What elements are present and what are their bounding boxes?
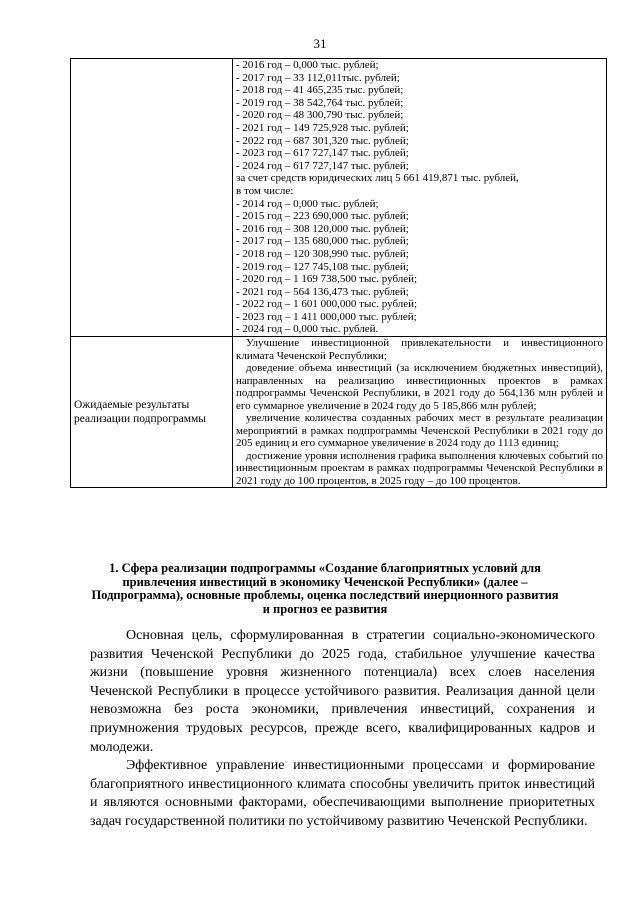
financing-line: - 2020 год – 48 300,790 тыс. рублей;	[236, 109, 404, 122]
financing-line: - 2023 год – 617 727,147 тыс. рублей;	[236, 147, 409, 160]
financing-value-cell	[233, 59, 607, 337]
financing-row	[71, 59, 607, 337]
financing-line: - 2014 год – 0,000 тыс. рублей;	[236, 197, 379, 210]
results-row	[71, 337, 607, 488]
financing-line: - 2022 год – 687 301,320 тыс. рублей;	[236, 134, 409, 147]
financing-line: - 2019 год – 127 745,108 тыс. рублей;	[236, 260, 409, 273]
result-item: Улучшение инвестиционной привлекательности и инвестиционного климата Чеченской Республики;	[236, 337, 603, 362]
subprogram-passport-table	[70, 58, 607, 488]
financing-line: за счет средств юридических лиц 5 661 419,871 тыс. рублей,	[236, 172, 519, 185]
financing-list	[236, 59, 603, 336]
result-item: доведение объема инвестиций (за исключением бюджетных инвестиций), направленных на реализацию инвестиционных проектов в рамках подпрограммы Чеченской Республики, в 2021 году до 564,136 млн рублей и его суммарное увеличение в 2024 году до 5 185,866 млн рублей;	[236, 362, 603, 412]
financing-line: - 2018 год – 120 308,990 тыс. рублей;	[236, 247, 409, 260]
financing-line: в том числе:	[236, 184, 294, 197]
financing-line: - 2016 год – 308 120,000 тыс. рублей;	[236, 222, 409, 235]
body-text	[90, 627, 595, 832]
financing-line: - 2015 год – 223 690,000 тыс. рублей;	[236, 210, 409, 223]
result-item: достижение уровня исполнения графика выполнения ключевых событий по инвестиционным проектам в рамках подпрограммы Чеченской Республики в 2021 году до 100 процентов, в 2025 году – до 100 процентов.	[236, 449, 603, 487]
financing-line: - 2021 год – 564 136,473 тыс. рублей;	[236, 285, 409, 298]
financing-line: - 2022 год – 1 601 000,000 тыс. рублей;	[236, 298, 418, 311]
financing-line: - 2021 год – 149 725,928 тыс. рублей;	[236, 121, 409, 134]
financing-line: - 2017 год – 33 112,011тыс. рублей;	[236, 71, 400, 84]
financing-line: - 2024 год – 0,000 тыс. рублей.	[236, 323, 379, 336]
financing-line: - 2020 год – 1 169 738,500 тыс. рублей;	[236, 273, 418, 286]
results-label: Ожидаемые результаты реализации подпрограммы	[71, 337, 233, 488]
section-title: 1. Сфера реализации подпрограммы «Создание благоприятных условий для привлечения инвестиций в экономику Чеченской Республики» (далее – Подпрограмма), основные проблемы, оценка последствий инерционного развития и прогноз ее развития	[91, 561, 559, 616]
financing-label-cell	[71, 59, 233, 337]
financing-line: - 2018 год – 41 465,235 тыс. рублей;	[236, 84, 404, 97]
body-paragraph: Основная цель, сформулированная в стратегии социально-экономического развития Чеченской Республики до 2025 года, стабильное улучшение качества жизни (повышение уровня жизненного потенциала) всех слоев населения Чеченской Республики в процессе устойчивого развития. Реализация данной цели невозможна без роста экономики, привлечения инвестиций, сохранения и приумножения трудовых ресурсов, прежде всего, квалифицированных кадров и молодежи.	[90, 628, 595, 755]
financing-line: - 2016 год – 0,000 тыс. рублей;	[236, 59, 379, 71]
financing-line: - 2024 год – 617 727,147 тыс. рублей;	[236, 159, 409, 172]
page-number: 31	[313, 36, 327, 51]
financing-line: - 2017 год – 135 680,000 тыс. рублей;	[236, 235, 409, 248]
financing-line: - 2019 год – 38 542,764 тыс. рублей;	[236, 96, 404, 109]
results-value-cell	[233, 337, 607, 488]
financing-line: - 2023 год – 1 411 000,000 тыс. рублей;	[236, 310, 417, 323]
body-paragraph: Эффективное управление инвестиционными процессами и формирование благоприятного инвестиционного климата способны увеличить приток инвестиций и являются основными факторами, обеспечивающими выполнение приоритетных задач государственной политики по устойчивому развитию Чеченской Республики.	[90, 758, 595, 829]
result-item: увеличение количества созданных рабочих мест в результате реализации мероприятий в рамках подпрограммы Чеченской Республики в 2021 году до 205 единиц и его суммарное увеличение в 2024 году до 1113 единиц;	[236, 412, 603, 450]
